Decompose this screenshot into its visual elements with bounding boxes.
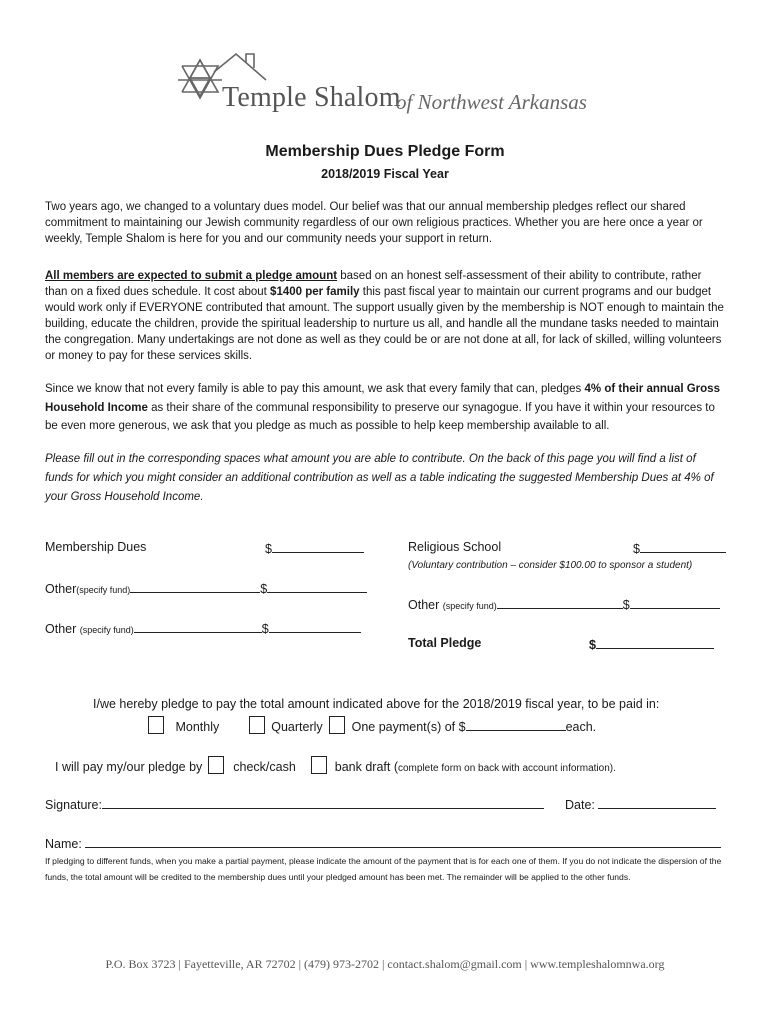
payment-method-row	[55, 756, 616, 774]
logo-tagline: of Northwest Arkansas	[396, 90, 587, 114]
bank-draft-checkbox[interactable]	[311, 756, 327, 774]
one-payment-checkbox[interactable]	[329, 716, 345, 734]
one-payment-label: One payment(s) of $	[351, 720, 466, 734]
monthly-label: Monthly	[175, 720, 220, 734]
name-field[interactable]: Name:	[45, 835, 721, 851]
payment-frequency-row	[148, 716, 596, 734]
membership-dues-label: Membership Dues	[45, 540, 147, 554]
quarterly-label: Quarterly	[271, 720, 323, 734]
quarterly-checkbox[interactable]	[249, 716, 265, 734]
check-cash-checkbox[interactable]	[208, 756, 224, 774]
expectation-text-b: this past fiscal year to maintain our current programs and our budget would work only if EVERYONE contributed that amount. The support usually given by the membership is NOT enough to maintain the building, educate the children, provide the spiritual leadership to nurture us all, and handle all the mundane tasks needed to maintain the congregation. Many undertakings are not done as well as they could be or are not done at all, for lack of skilled, willing volunteers or money to pay for these services skills.	[45, 286, 724, 362]
percentage-text-b: as their share of the communal responsibility to preserve our synagogue. If you have it within your resources to be even more generous, we ask that you pledge as much as possible to help keep membership available to all.	[45, 401, 715, 432]
cost-amount: $1400 per family	[270, 286, 360, 298]
other-fund-1-field[interactable]: Other(specify fund) $	[45, 580, 367, 596]
form-title: Membership Dues Pledge Form	[265, 143, 505, 160]
pay-by-label: I will pay my/our pledge by	[55, 760, 203, 774]
fiscal-year: 2018/2019 Fiscal Year	[321, 167, 449, 181]
each-label: each.	[565, 720, 597, 734]
expectation-lead: All members are expected to submit a pledge amount	[45, 270, 338, 282]
expectation-paragraph	[45, 268, 725, 364]
date-field[interactable]: Date:	[565, 796, 716, 812]
pledge-statement: I/we hereby pledge to pay the total amount indicated above for the 2018/2019 fiscal year, to be paid in:	[93, 697, 660, 711]
percentage-bold: 4% of their annual Gross Household Income	[45, 383, 720, 414]
total-pledge-label: Total Pledge	[408, 636, 482, 650]
expectation-text-a: based on an honest self-assessment of their ability to contribute, rather than on a fixed dues schedule. It cost about	[45, 270, 702, 298]
check-cash-label: check/cash	[233, 760, 296, 774]
voluntary-note: (Voluntary contribution – consider $100.00 to sponsor a student)	[408, 560, 693, 571]
other-fund-2-field[interactable]: Other (specify fund) $	[45, 620, 361, 636]
bank-draft-note: complete form on back with account information).	[398, 763, 616, 774]
religious-school-label: Religious School	[408, 540, 502, 554]
intro-paragraph: Two years ago, we changed to a voluntary dues model. Our belief was that our annual membership pledges reflect our shared commitment to maintaining our Jewish community regardless of our own religious practices. Whether you are here once a year or weekly, Temple Shalom is here for you and our community needs your support in return.	[45, 201, 703, 245]
one-payment-amount-field[interactable]	[466, 718, 566, 731]
signature-field[interactable]: Signature:	[45, 796, 544, 812]
percentage-paragraph	[45, 380, 725, 436]
bank-draft-label: bank draft (	[334, 760, 398, 774]
membership-dues-field[interactable]: $	[265, 540, 364, 556]
contact-footer: P.O. Box 3723 | Fayetteville, AR 72702 | (479) 973-2702 | contact.shalom@gmail.com | www.templeshalomnwa.org	[105, 957, 665, 971]
other-fund-3-field[interactable]: Other (specify fund) $	[408, 596, 720, 612]
religious-school-field[interactable]: $	[633, 540, 726, 556]
logo-name: Temple Shalom	[222, 82, 401, 113]
total-pledge-field[interactable]: $	[589, 636, 714, 652]
percentage-text-a: Since we know that not every family is able to pay this amount, we ask that every family that can, pledges	[45, 383, 585, 395]
instructions-paragraph: Please fill out in the corresponding spaces what amount you are able to contribute. On the back of this page you will find a list of funds for which you might consider an additional contribution as well as a table indicating the suggested Membership Dues at 4% of your Gross Household Income.	[45, 453, 714, 503]
partial-payment-note: If pledging to different funds, when you make a partial payment, please indicate the amount of the payment that is for each one of them. If you do not indicate the dispersion of the funds, the total amount will be credited to the membership dues until your pledged amount has been met. The remainder will be applied to the other funds.	[45, 856, 722, 882]
monthly-checkbox[interactable]	[148, 716, 164, 734]
